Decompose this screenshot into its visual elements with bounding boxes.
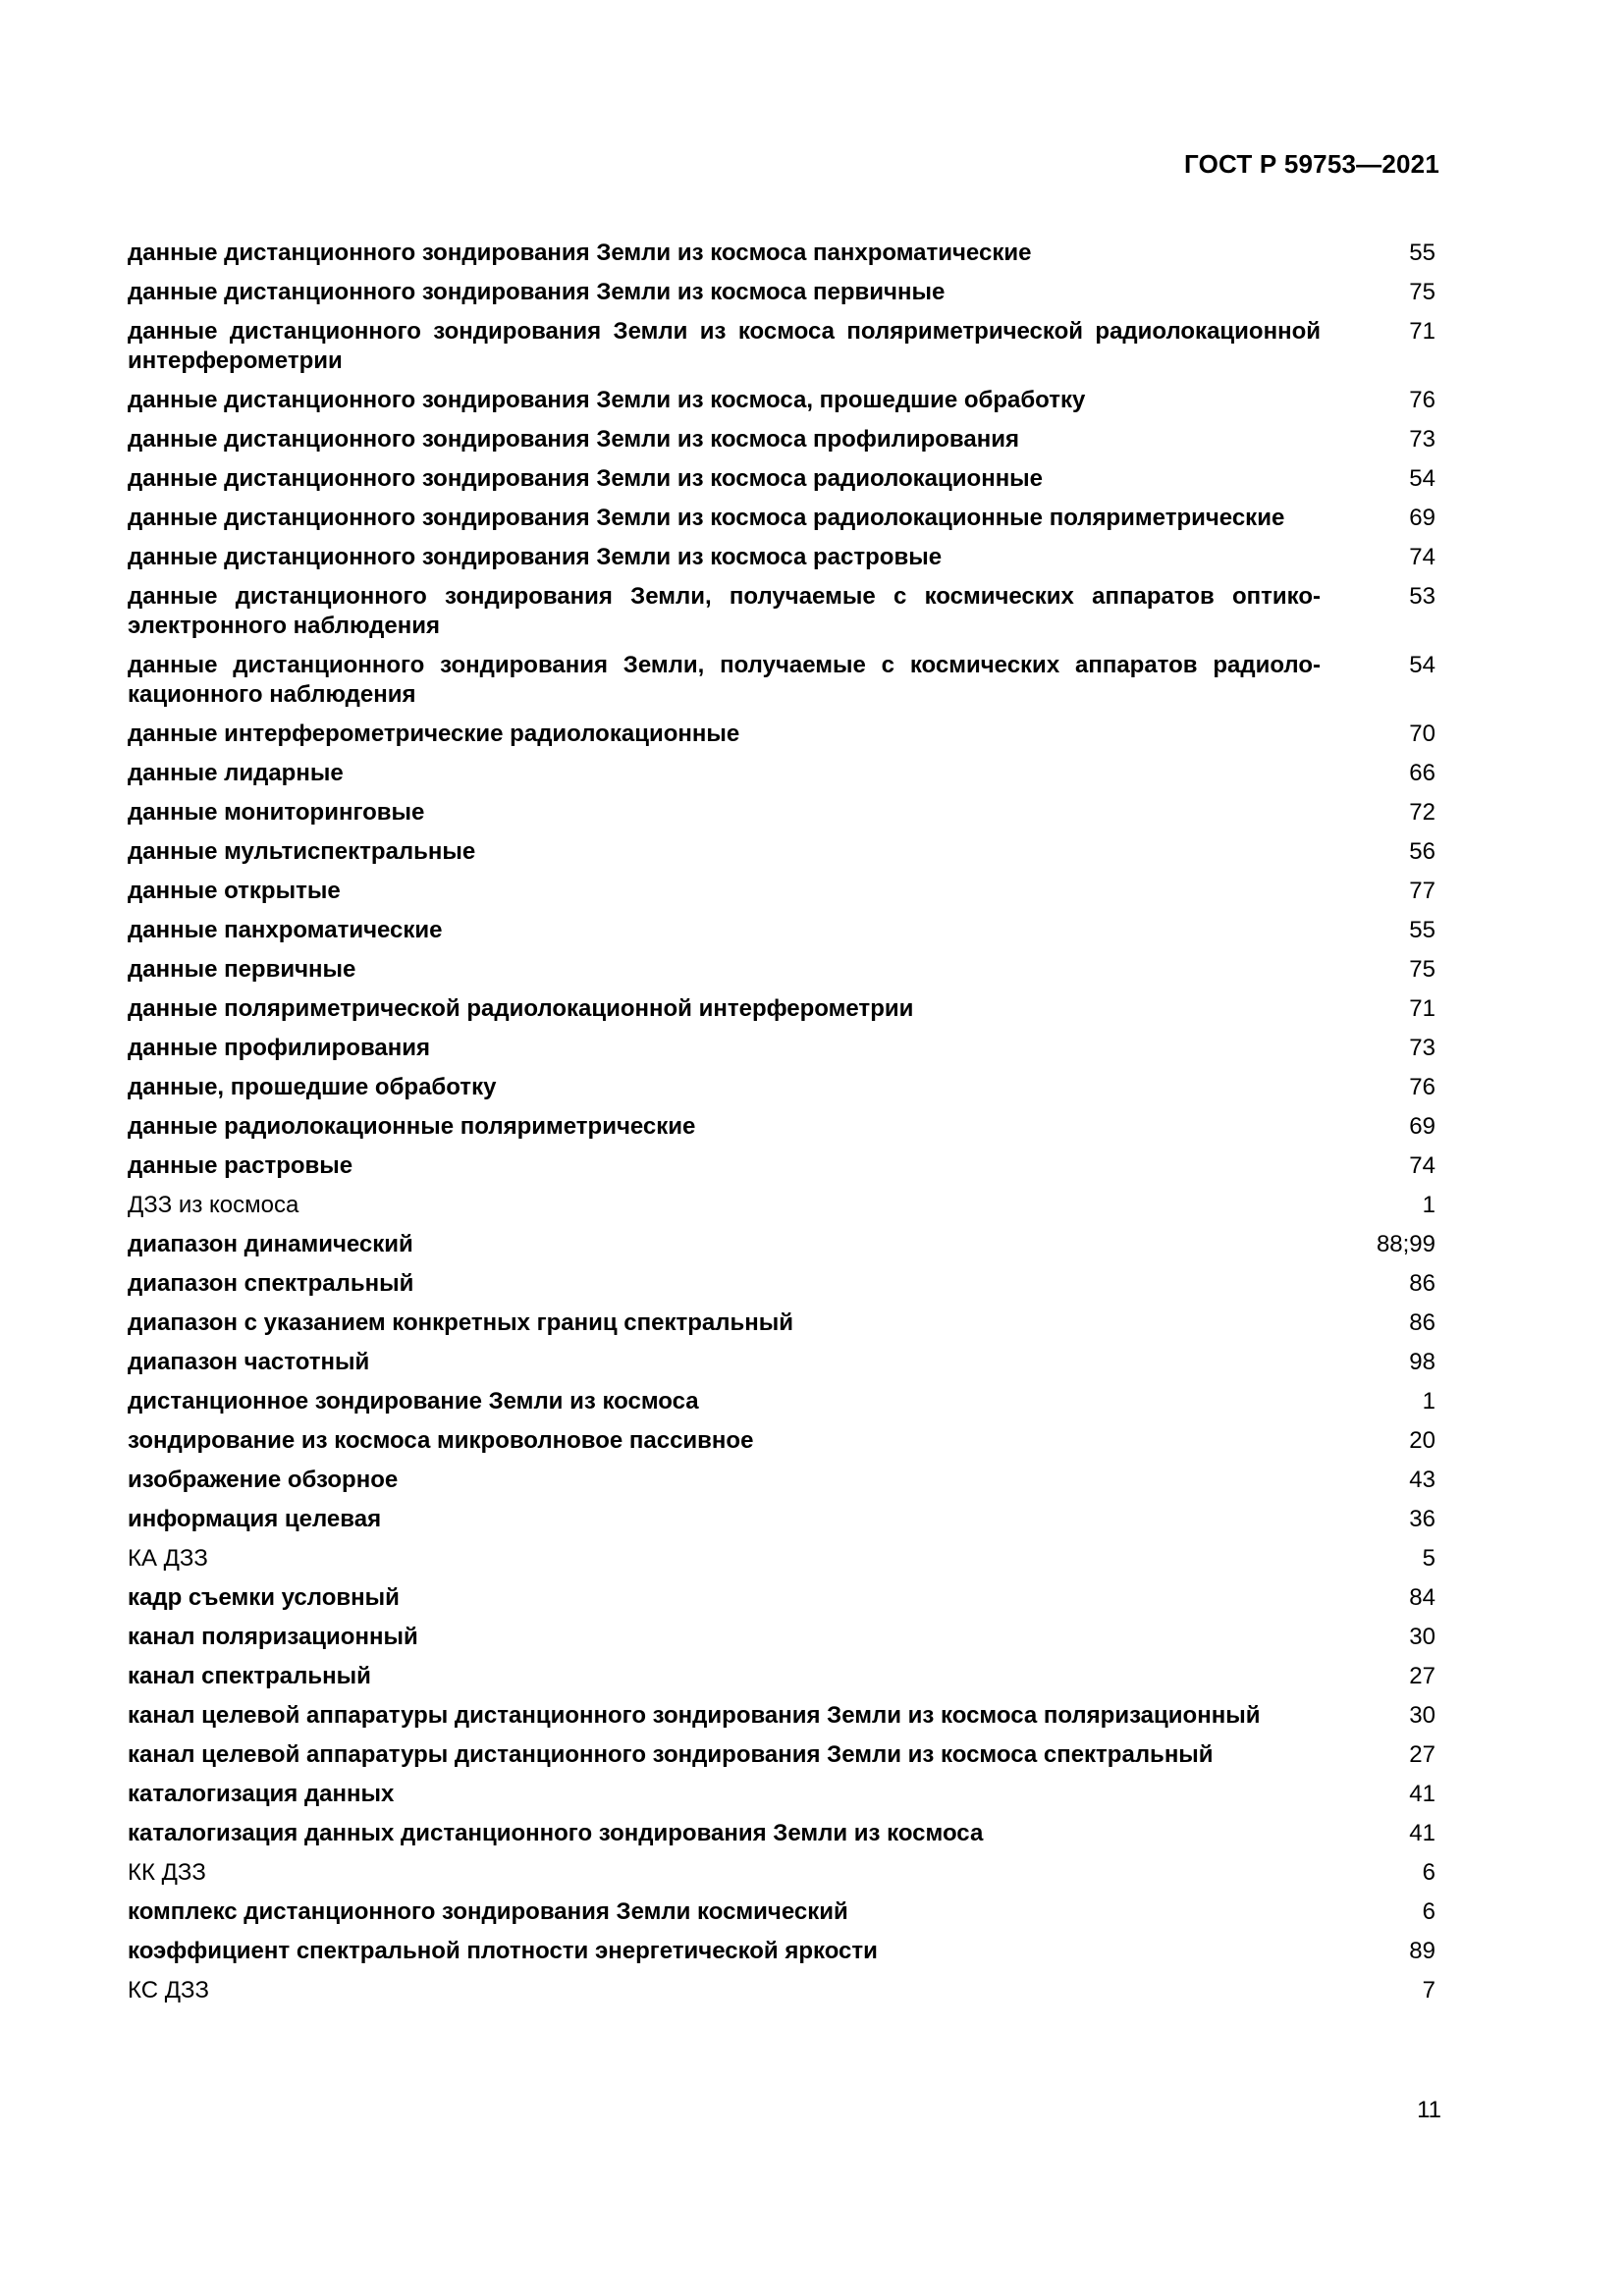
index-entry [128,1387,1435,1416]
index-term: данные дистанционного зондирования Земли, получаемые с космических аппаратов оптико-электронного наблюдения [128,583,1321,639]
index-entry [128,1897,1435,1927]
index-entry [128,1976,1435,2005]
index-entry [128,877,1435,906]
index-entry [128,1191,1435,1220]
index-entry [128,994,1435,1024]
index-term: данные растровые [128,1152,353,1179]
index-reference: 66 [1409,760,1435,786]
index-term: данные дистанционного зондирования Земли из космоса радиолокационные поляриметрические [128,505,1285,531]
index-reference: 89 [1409,1938,1435,1964]
index-entry [128,1505,1435,1534]
index-term: данные мониторинговые [128,799,425,826]
index-reference: 98 [1409,1349,1435,1375]
index-term: данные интерферометрические радиолокационные [128,721,740,747]
index-entry [128,1662,1435,1691]
index-term: канал поляризационный [128,1624,418,1650]
index-reference: 77 [1409,878,1435,904]
index-reference: 30 [1409,1624,1435,1650]
index-reference: 73 [1409,426,1435,453]
index-reference: 43 [1409,1467,1435,1493]
index-term: КС ДЗЗ [128,1977,209,2003]
index-entry [128,1269,1435,1299]
index-term: информация целевая [128,1506,382,1532]
index-reference: 54 [1409,652,1435,678]
index-reference: 69 [1409,505,1435,531]
index-entry [128,798,1435,828]
index-entry [128,1034,1435,1063]
index-term: зондирование из космоса микроволновое пассивное [128,1427,754,1454]
index-reference: 71 [1409,318,1435,345]
index-reference: 84 [1409,1584,1435,1611]
index-term: дистанционное зондирование Земли из космоса [128,1388,699,1415]
index-entry [128,651,1435,710]
index-term: данные панхроматические [128,917,443,943]
index-reference: 74 [1409,1152,1435,1179]
index-term: канал целевой аппаратуры дистанционного зондирования Земли из космоса поляризационный [128,1702,1261,1729]
index-entry [128,1466,1435,1495]
index-reference: 69 [1409,1113,1435,1140]
index-reference: 27 [1409,1741,1435,1768]
index-entry [128,386,1435,415]
index-reference: 71 [1409,995,1435,1022]
index-reference: 20 [1409,1427,1435,1454]
index-term: диапазон с указанием конкретных границ спектральный [128,1309,794,1336]
index-entry [128,955,1435,985]
index-reference: 41 [1409,1781,1435,1807]
index-entry [128,1230,1435,1259]
index-reference: 75 [1409,956,1435,983]
index-term: данные дистанционного зондирования Земли из космоса поляриметрической радиолокационной интерферометрии [128,318,1321,374]
index-term: данные профилирования [128,1035,431,1061]
index-reference: 1 [1422,1192,1435,1218]
index-reference: 36 [1409,1506,1435,1532]
index-term: данные дистанционного зондирования Земли, получаемые с космических аппаратов радиолокационного наблюдения [128,652,1321,708]
index-reference: 27 [1409,1663,1435,1689]
index-entry [128,1348,1435,1377]
index-term: данные дистанционного зондирования Земли из космоса профилирования [128,426,1019,453]
index-entry [128,1780,1435,1809]
index-term: изображение обзорное [128,1467,399,1493]
index-term: диапазон динамический [128,1231,413,1257]
index-entry [128,1112,1435,1142]
index-term: каталогизация данных дистанционного зондирования Земли из космоса [128,1820,984,1846]
index-term: кадр съемки условный [128,1584,400,1611]
index-reference: 6 [1422,1898,1435,1925]
index-term: данные дистанционного зондирования Земли из космоса панхроматические [128,240,1032,266]
index-reference: 30 [1409,1702,1435,1729]
page-number: 11 [1417,2097,1441,2123]
index-reference: 6 [1422,1859,1435,1886]
index-reference: 73 [1409,1035,1435,1061]
index-entry [128,278,1435,307]
document-header: ГОСТ Р 59753—2021 [1184,149,1439,179]
index-reference: 86 [1409,1270,1435,1297]
index-entry [128,1426,1435,1456]
index-entry [128,1740,1435,1770]
index-entry [128,1701,1435,1731]
index-entry [128,1073,1435,1102]
alphabetical-index [128,239,1435,2015]
index-reference: 53 [1409,583,1435,610]
index-reference: 70 [1409,721,1435,747]
index-term: ДЗЗ из космоса [128,1192,299,1218]
index-entry [128,1308,1435,1338]
index-reference: 56 [1409,838,1435,865]
index-term: данные дистанционного зондирования Земли из космоса, прошедшие обработку [128,387,1086,413]
index-entry [128,1544,1435,1574]
index-term: данные лидарные [128,760,344,786]
index-entry [128,582,1435,641]
index-entry [128,1937,1435,1966]
index-term: данные радиолокационные поляриметрические [128,1113,696,1140]
index-reference: 55 [1409,240,1435,266]
index-entry [128,543,1435,572]
index-term: диапазон частотный [128,1349,370,1375]
index-reference: 7 [1422,1977,1435,2003]
index-term: данные поляриметрической радиолокационной интерферометрии [128,995,914,1022]
index-term: коэффициент спектральной плотности энергетической яркости [128,1938,878,1964]
index-term: комплекс дистанционного зондирования Земли космический [128,1898,848,1925]
index-entry [128,464,1435,494]
index-term: данные дистанционного зондирования Земли из космоса первичные [128,279,946,305]
index-entry [128,759,1435,788]
index-entry [128,239,1435,268]
index-reference: 54 [1409,465,1435,492]
index-reference: 74 [1409,544,1435,570]
index-reference: 88;99 [1376,1231,1435,1257]
index-term: данные открытые [128,878,341,904]
index-entry [128,1623,1435,1652]
index-term: диапазон спектральный [128,1270,414,1297]
index-entry [128,720,1435,749]
index-entry [128,916,1435,945]
index-entry [128,1819,1435,1848]
index-entry [128,504,1435,533]
index-reference: 41 [1409,1820,1435,1846]
index-reference: 86 [1409,1309,1435,1336]
index-term: данные дистанционного зондирования Земли из космоса растровые [128,544,943,570]
index-entry [128,1583,1435,1613]
index-term: данные первичные [128,956,356,983]
index-reference: 5 [1422,1545,1435,1572]
index-term: канал целевой аппаратуры дистанционного зондирования Земли из космоса спектральный [128,1741,1214,1768]
index-term: каталогизация данных [128,1781,395,1807]
index-entry [128,1151,1435,1181]
index-term: данные дистанционного зондирования Земли из космоса радиолокационные [128,465,1044,492]
index-reference: 55 [1409,917,1435,943]
index-term: КА ДЗЗ [128,1545,208,1572]
index-entry [128,317,1435,376]
index-entry [128,837,1435,867]
index-reference: 72 [1409,799,1435,826]
index-term: канал спектральный [128,1663,371,1689]
index-term: КК ДЗЗ [128,1859,206,1886]
index-reference: 76 [1409,387,1435,413]
index-reference: 1 [1422,1388,1435,1415]
index-term: данные, прошедшие обработку [128,1074,497,1100]
index-entry [128,425,1435,454]
index-term: данные мультиспектральные [128,838,476,865]
index-entry [128,1858,1435,1888]
index-reference: 76 [1409,1074,1435,1100]
index-reference: 75 [1409,279,1435,305]
